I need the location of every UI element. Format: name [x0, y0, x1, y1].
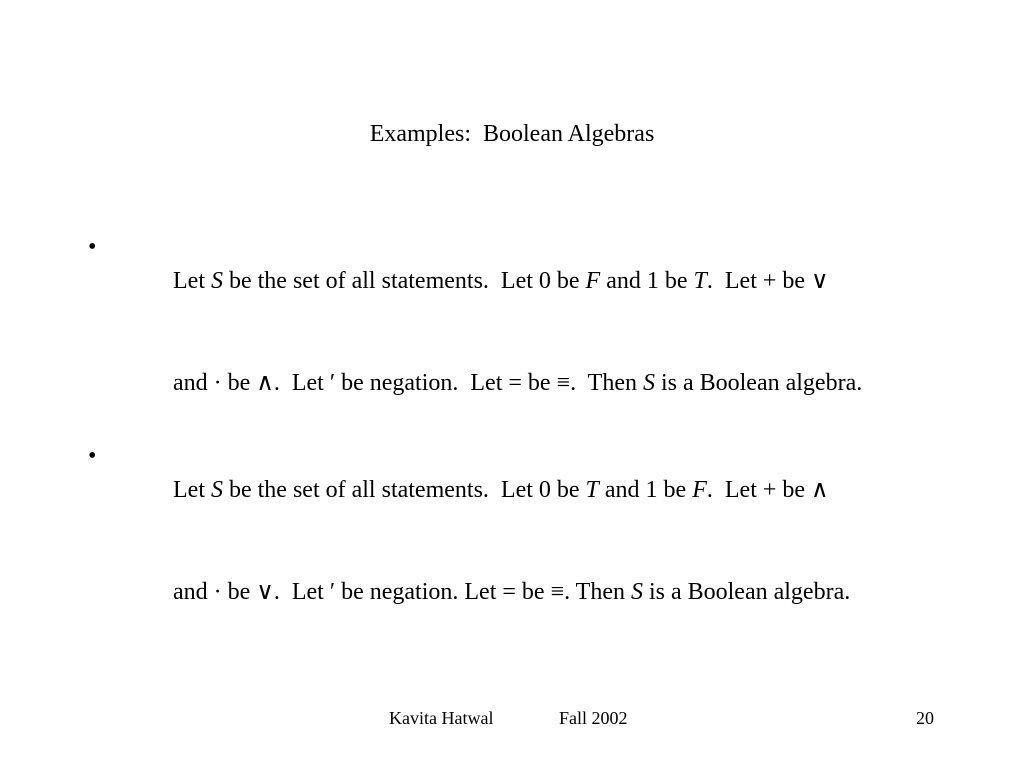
text-run: . Let + be ∨	[706, 268, 829, 294]
variable-s: S	[210, 477, 223, 503]
text-run: and · be ∧. Let ′ be negation. Let = be ≡. Then	[173, 370, 643, 396]
bullet-icon: •	[88, 443, 97, 469]
variable-f: F	[692, 477, 707, 503]
variable-s: S	[642, 370, 655, 396]
text-run: be the set of all statements. Let 0 be	[222, 477, 586, 503]
page-number: 20	[916, 708, 934, 728]
text-run: and 1 be	[598, 477, 693, 503]
bullet-list	[88, 230, 948, 648]
text-run: Let	[173, 477, 211, 503]
text-run: Let	[173, 268, 211, 294]
bullet-line	[125, 230, 948, 332]
footer-term: Fall 2002	[559, 708, 628, 728]
bullet-line	[125, 541, 948, 643]
variable-s: S	[210, 268, 223, 294]
bullet-item	[88, 230, 948, 434]
variable-s: S	[630, 579, 643, 605]
variable-t: T	[585, 477, 599, 503]
bullet-line	[125, 439, 948, 541]
bullet-icon: •	[88, 234, 97, 260]
text-run: be the set of all statements. Let 0 be	[222, 268, 586, 294]
bullet-line	[125, 332, 948, 434]
text-run: and 1 be	[600, 268, 694, 294]
text-run: . Let + be ∧	[706, 477, 829, 503]
variable-f: F	[585, 268, 601, 294]
text-run: is a Boolean algebra.	[654, 370, 863, 396]
bullet-item	[88, 439, 948, 643]
footer-author: Kavita Hatwal	[389, 708, 494, 728]
text-run: is a Boolean algebra.	[642, 579, 851, 605]
text-run: and · be ∨. Let ′ be negation. Let = be ≡. Then	[173, 579, 631, 605]
variable-t: T	[693, 268, 707, 294]
slide-title: Examples: Boolean Algebras	[369, 121, 655, 147]
